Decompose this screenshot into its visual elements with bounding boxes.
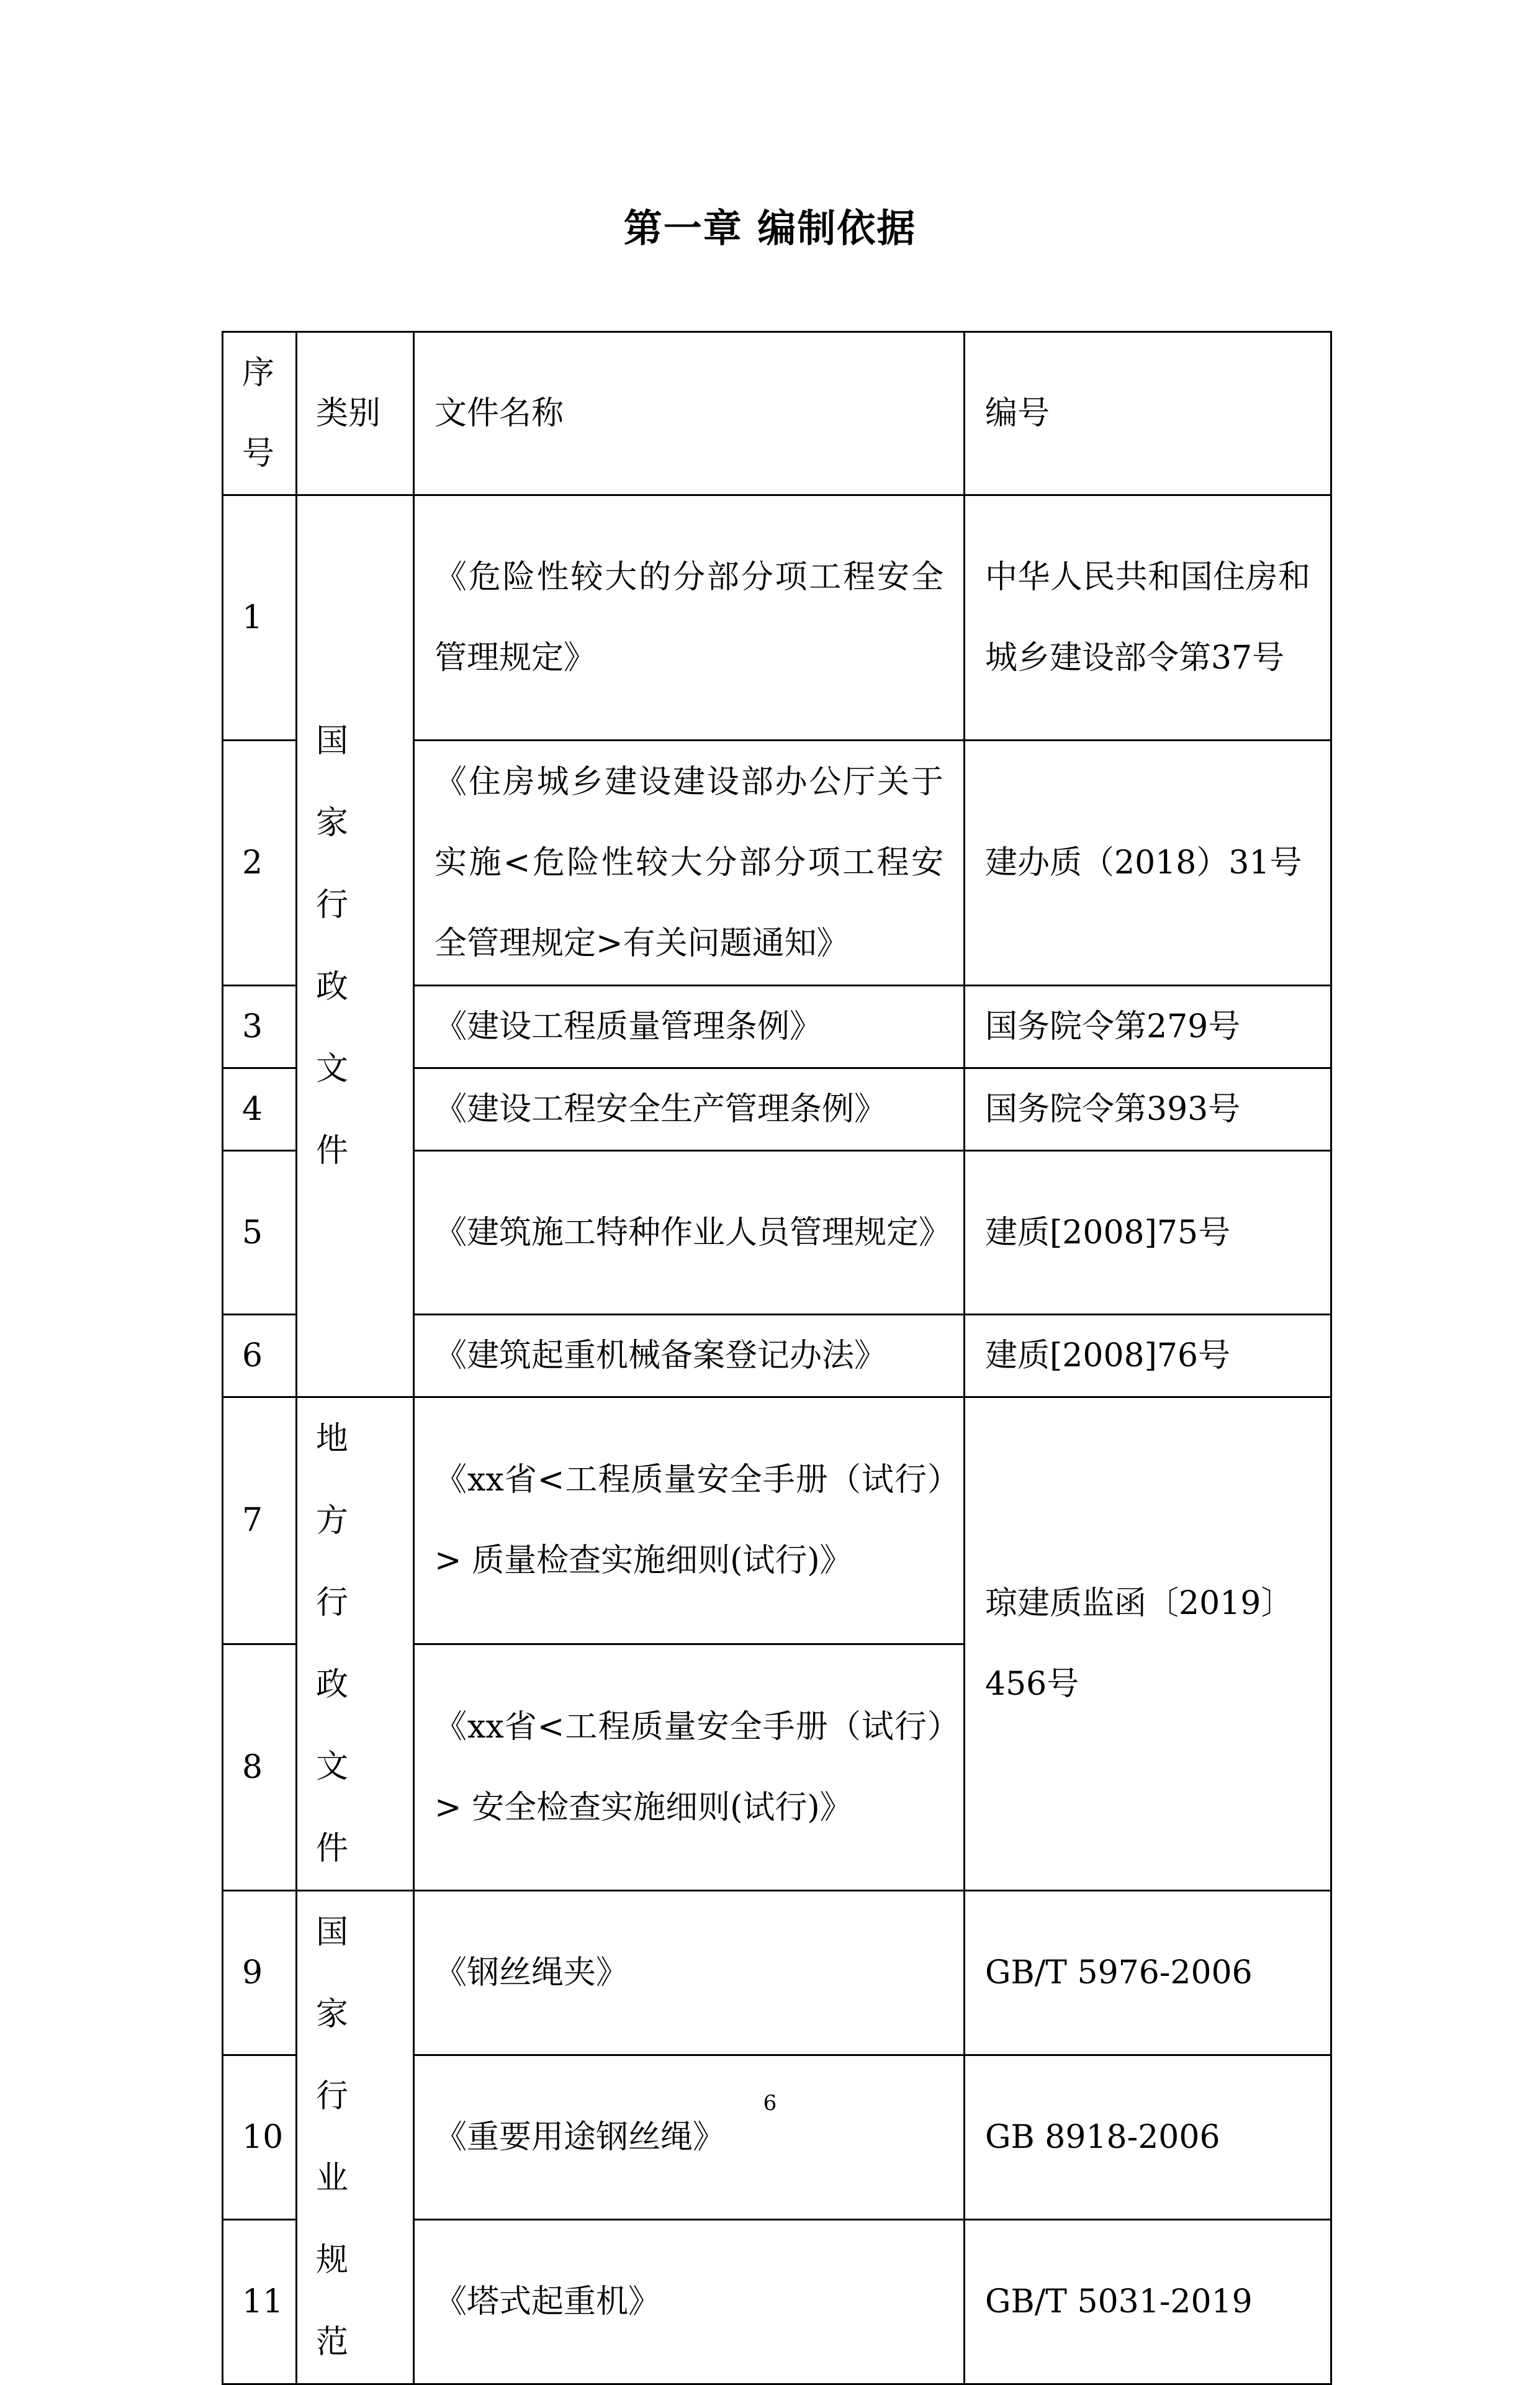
row-name: 《住房城乡建设建设部办公厅关于实施<危险性较大分部分项工程安全管理规定>有关问题通知》 — [414, 741, 965, 986]
row-code: 中华人民共和国住房和城乡建设部令第37号 — [965, 495, 1331, 741]
row-name: 《建筑起重机械备案登记办法》 — [414, 1315, 965, 1397]
row-index: 2 — [223, 741, 297, 986]
row-index: 1 — [223, 495, 297, 741]
header-code: 编号 — [965, 332, 1331, 495]
row-code: 建质[2008]76号 — [965, 1315, 1331, 1397]
row-name: 《xx省<工程质量安全手册（试行）> 安全检查实施细则(试行)》 — [414, 1644, 965, 1891]
row-index: 4 — [223, 1068, 297, 1151]
table-row — [223, 495, 1331, 741]
row-index: 3 — [223, 986, 297, 1068]
category-local-admin: 地方行政文件 — [297, 1397, 414, 1891]
page-title: 第一章 编制依据 — [623, 205, 917, 251]
row-code: GB/T 5031-2019 — [965, 2220, 1331, 2384]
category-national-admin: 国家行政文件 — [297, 495, 414, 1397]
row-name: 《重要用途钢丝绳》 — [414, 2055, 965, 2220]
row-index: 6 — [223, 1315, 297, 1397]
row-name: 《建设工程质量管理条例》 — [414, 986, 965, 1068]
row-index: 10 — [223, 2055, 297, 2220]
row-index: 9 — [223, 1891, 297, 2055]
row-name: 《塔式起重机》 — [414, 2220, 965, 2384]
table-row — [223, 1891, 1331, 2055]
row-code: 琼建质监函〔2019〕456号 — [965, 1397, 1331, 1891]
basis-table — [222, 331, 1332, 2385]
row-index: 7 — [223, 1397, 297, 1644]
row-code: 国务院令第393号 — [965, 1068, 1331, 1151]
table-row — [223, 1397, 1331, 1644]
row-code: 建质[2008]75号 — [965, 1151, 1331, 1315]
row-index: 11 — [223, 2220, 297, 2384]
page-number: 6 — [763, 2091, 777, 2116]
row-name: 《xx省<工程质量安全手册（试行）> 质量检查实施细则(试行)》 — [414, 1397, 965, 1644]
row-index: 5 — [223, 1151, 297, 1315]
row-name: 《建设工程安全生产管理条例》 — [414, 1068, 965, 1151]
row-index: 8 — [223, 1644, 297, 1891]
row-code: 国务院令第279号 — [965, 986, 1331, 1068]
table-header-row — [223, 332, 1331, 495]
header-category: 类别 — [297, 332, 414, 495]
row-name: 《钢丝绳夹》 — [414, 1891, 965, 2055]
row-code: GB/T 5976-2006 — [965, 1891, 1331, 2055]
row-name: 《建筑施工特种作业人员管理规定》 — [414, 1151, 965, 1315]
row-name: 《危险性较大的分部分项工程安全管理规定》 — [414, 495, 965, 741]
row-code: GB 8918-2006 — [965, 2055, 1331, 2220]
category-national-industry: 国家行业规范 — [297, 1891, 414, 2384]
header-index: 序 号 — [223, 332, 297, 495]
header-name: 文件名称 — [414, 332, 965, 495]
row-code: 建办质（2018）31号 — [965, 741, 1331, 986]
